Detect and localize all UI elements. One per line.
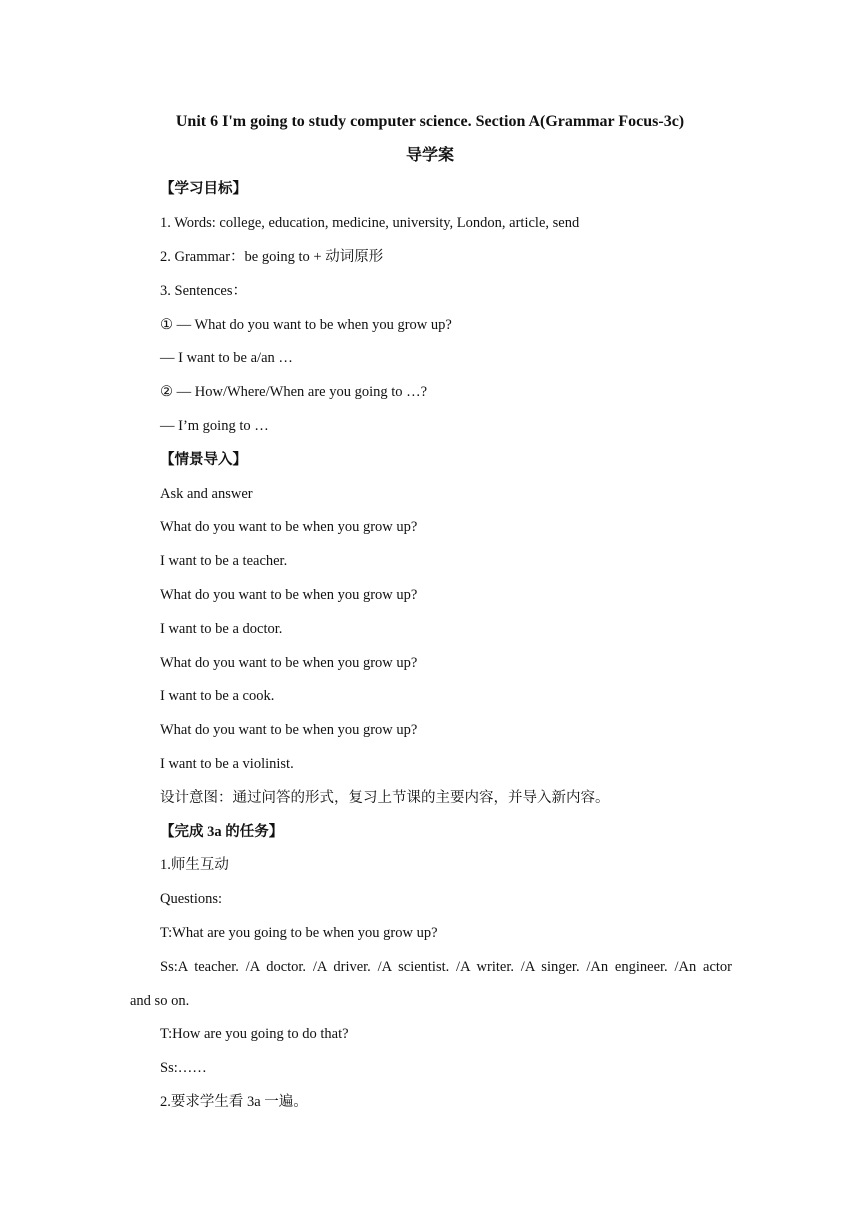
text-line: and so on. (130, 993, 190, 1009)
text-line: Ask and answer (160, 486, 253, 502)
text-line: Ss:…… (160, 1060, 207, 1076)
text-line: — I’m going to … (160, 418, 269, 434)
document-title: Unit 6 I'm going to study computer science. Section A(Grammar Focus-3c) (175, 113, 685, 130)
text-line: What do you want to be when you grow up? (160, 587, 418, 603)
text-line: What do you want to be when you grow up? (160, 722, 418, 738)
text-line: 设计意图：通过问答的形式，复习上节课的主要内容，并导入新内容。 (160, 790, 610, 806)
section-heading-task-3a: 【完成 3a 的任务】 (160, 824, 284, 840)
text-line: Questions: (160, 891, 223, 907)
text-line: 3. Sentences： (160, 283, 247, 299)
text-line: T:What are you going to be when you grow up? (160, 925, 438, 941)
text-line: 1.师生互动 (160, 857, 229, 873)
document-subtitle: 导学案 (405, 147, 454, 164)
text-line: I want to be a teacher. (160, 553, 288, 569)
text-line: 1. Words: college, education, medicine, university, London, article, send (160, 215, 580, 231)
text-line: 2.要求学生看 3a 一遍。 (160, 1094, 308, 1110)
text-line: 2. Grammar：be going to + 动词原形 (160, 249, 384, 265)
text-line: — I want to be a/an … (160, 350, 293, 366)
section-heading-objectives: 【学习目标】 (160, 181, 247, 197)
text-line: T:How are you going to do that? (160, 1026, 349, 1042)
text-line: I want to be a violinist. (160, 756, 294, 772)
text-line: I want to be a cook. (160, 688, 275, 704)
text-line: What do you want to be when you grow up? (160, 519, 418, 535)
text-line: Ss:A teacher. /A doctor. /A driver. /A scientist. /A writer. /A singer. /An engineer. /An actor (160, 959, 732, 975)
text-line: What do you want to be when you grow up? (160, 655, 418, 671)
text-line: ② — How/Where/When are you going to …? (160, 384, 428, 400)
section-heading-lead-in: 【情景导入】 (160, 452, 247, 468)
text-line: ① — What do you want to be when you grow up? (160, 317, 452, 333)
text-line: I want to be a doctor. (160, 621, 283, 637)
